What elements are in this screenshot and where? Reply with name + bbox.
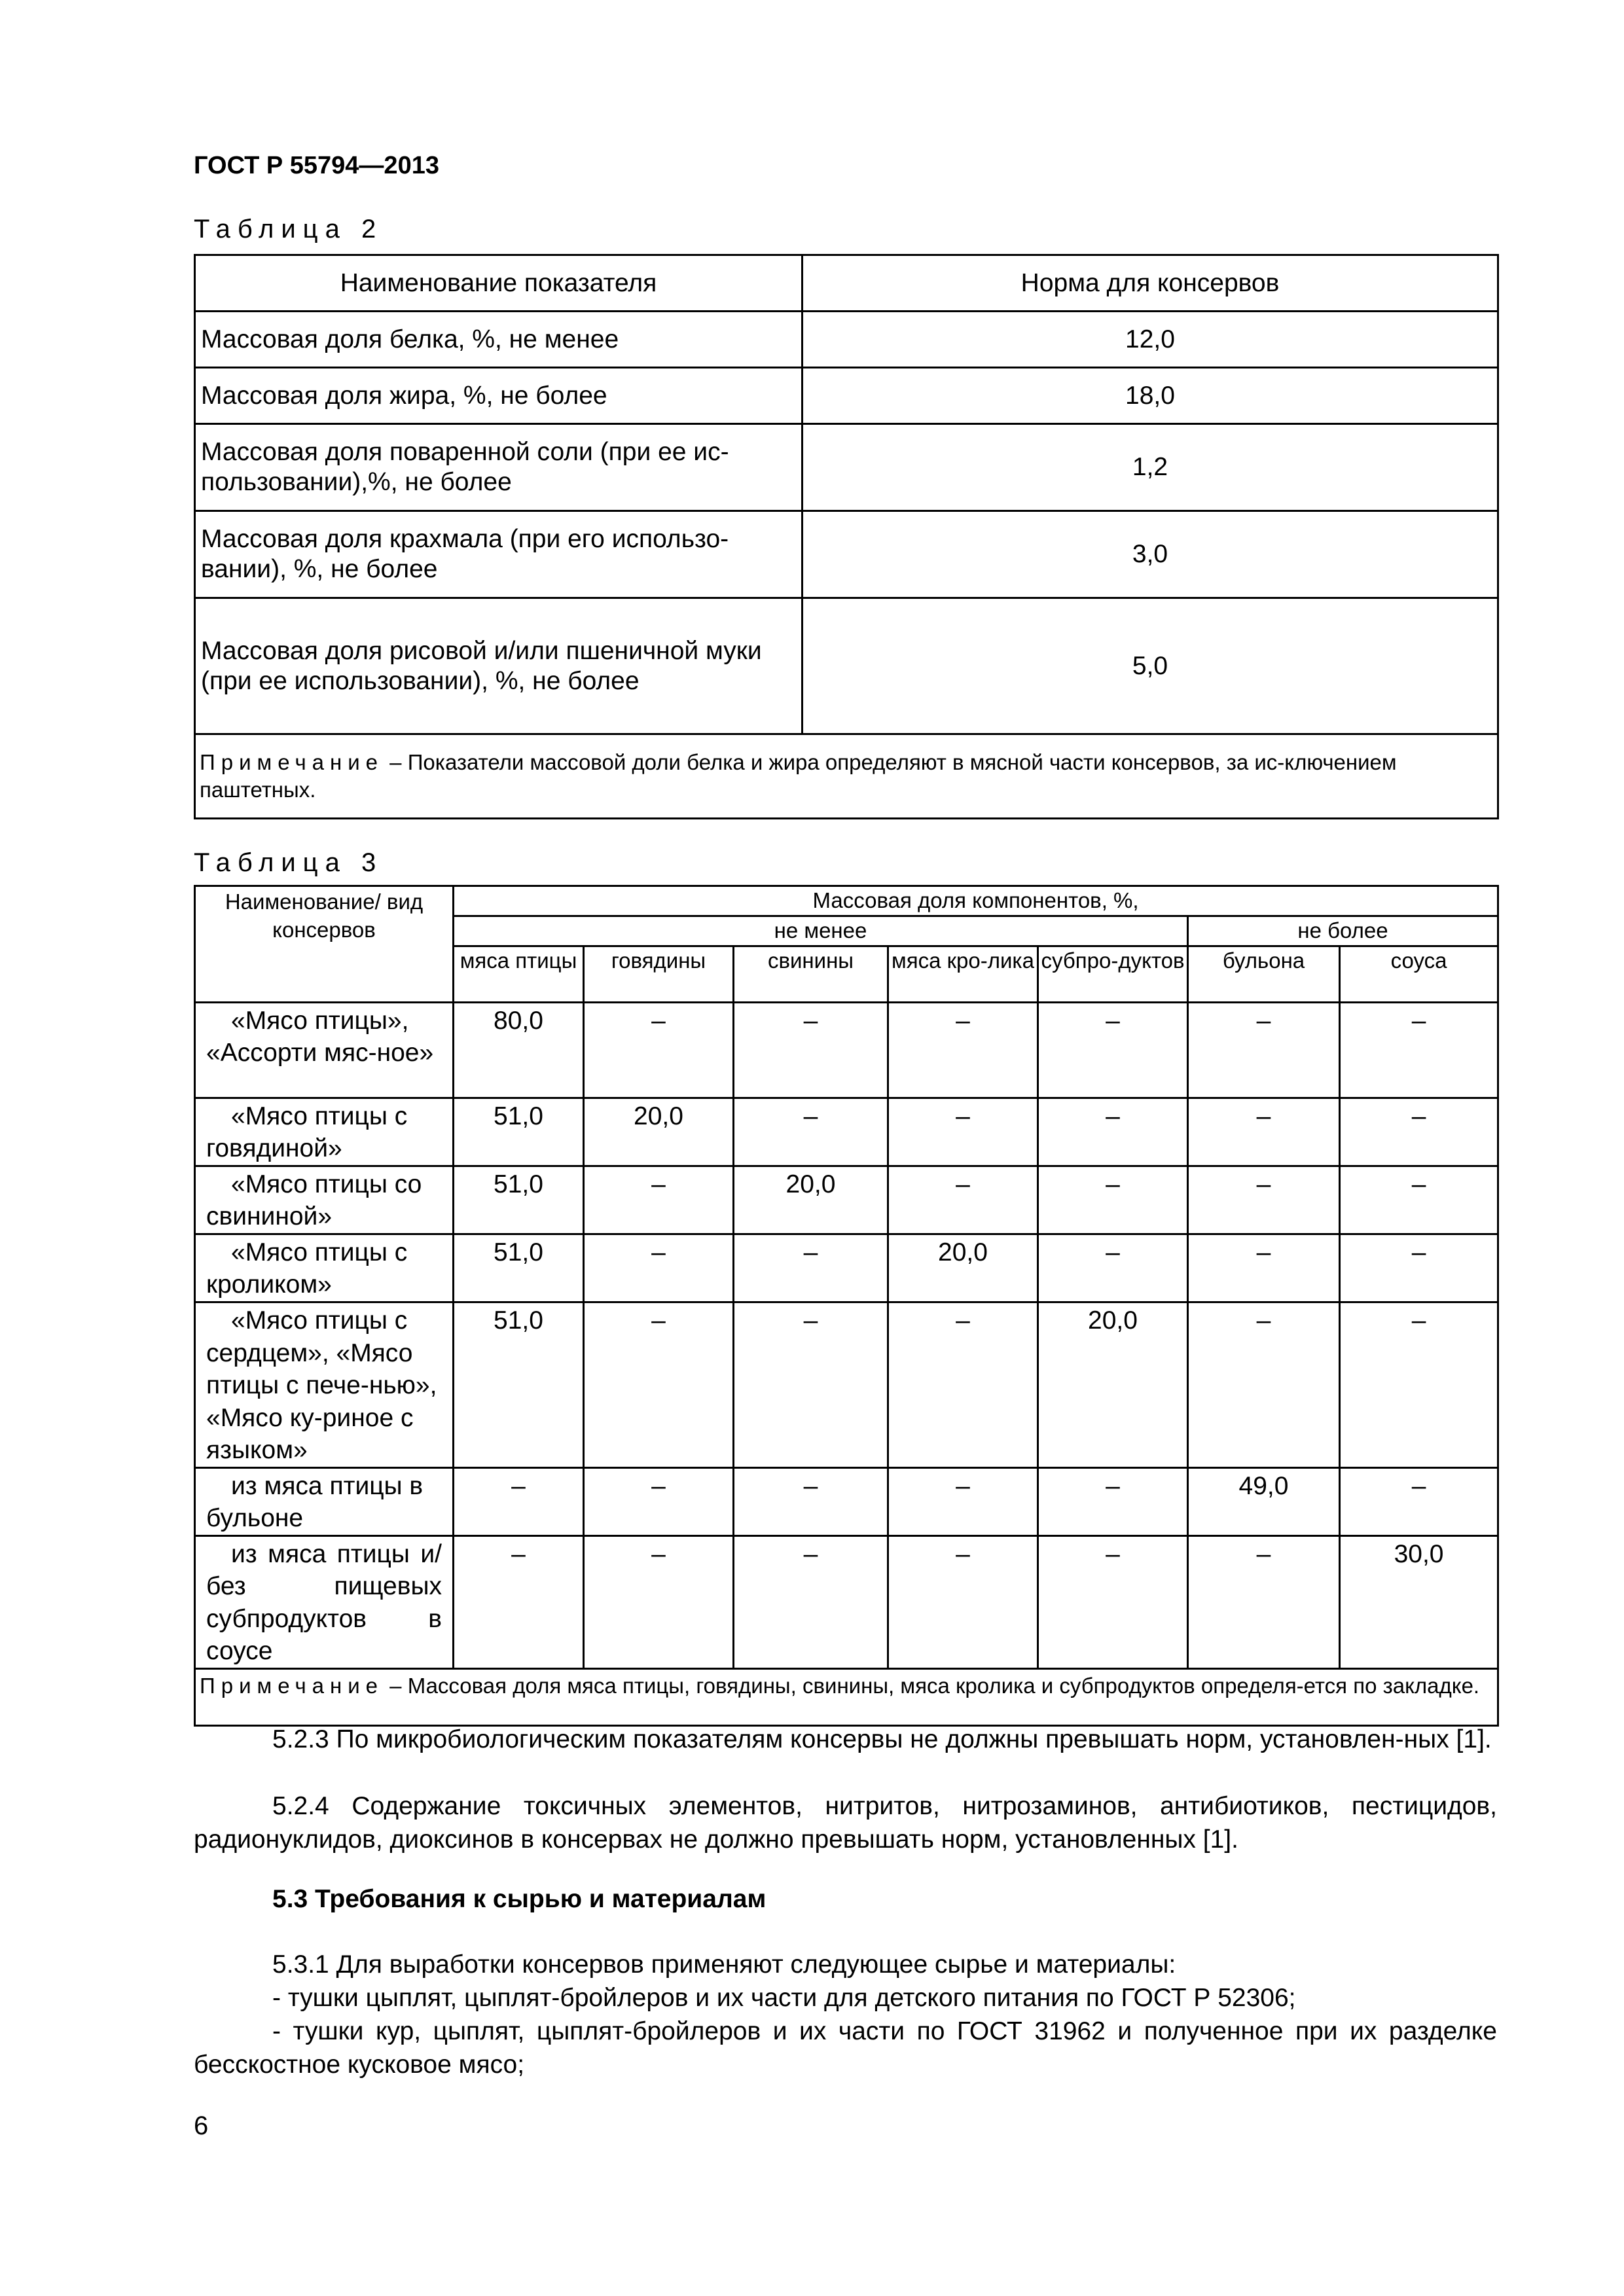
t3-note-label: Примечание [200,1673,384,1698]
table-row [195,1002,1498,1098]
t3-cell: – [584,1002,734,1098]
t2-row-name: Массовая доля белка, %, не менее [195,312,803,368]
t3-row-name: из мяса птицы в бульоне [195,1467,454,1535]
t3-cell: – [888,1535,1038,1668]
t3-subgroup-max: не более [1188,916,1498,946]
table-row [195,511,1498,598]
table-row [195,312,1498,368]
t3-cell: – [1340,1098,1498,1166]
t3-group-header: Массовая доля компонентов, %, [454,886,1498,916]
page-number: 6 [194,2111,209,2140]
t3-cell: – [888,1467,1038,1535]
t2-note-label: Примечание [200,750,384,775]
table-row [195,424,1498,511]
t3-cell: – [1188,1166,1340,1234]
t3-cell: – [584,1535,734,1668]
t3-cell: – [734,1535,888,1668]
table-row [195,1535,1498,1668]
t3-cell: – [734,1302,888,1467]
t3-cell: 20,0 [584,1098,734,1166]
t3-cell: – [1038,1098,1188,1166]
table-row [195,368,1498,424]
paragraph-5-2-4: 5.2.4 Содержание токсичных элементов, нитритов, нитрозаминов, антибиотиков, пестицидов, радионуклидов, диоксинов в консервах не должно превышать норм, установленных [1]. [194,1792,1497,1854]
t3-cell: – [888,1098,1038,1166]
t3-cell: 20,0 [1038,1302,1188,1467]
t2-row-name: Массовая доля жира, %, не более [195,368,803,424]
t3-col-header: говядины [584,946,734,1002]
t3-note-text: – Массовая доля мяса птицы, говядины, свинины, мяса кролика и субпродуктов определя-ется по закладке. [384,1673,1480,1698]
t3-cell: – [1188,1535,1340,1668]
t3-cell: – [1038,1234,1188,1302]
t3-col-header: мяса кро-лика [888,946,1038,1002]
t3-cell: – [1340,1302,1498,1467]
section-heading-5-3: 5.3 Требования к сырью и материалам [272,1885,767,1913]
t2-note [195,734,1498,819]
table-row [195,1166,1498,1234]
t3-note [195,1668,1498,1725]
t3-cell: 51,0 [454,1166,584,1234]
t3-row-name: «Мясо птицы», «Ассорти мяс-ное» [195,1002,454,1098]
t3-cell: 30,0 [1340,1535,1498,1668]
table-row [195,1234,1498,1302]
t3-col-header: свинины [734,946,888,1002]
t3-col-header: субпро-дуктов [1038,946,1188,1002]
t3-cell: – [734,1234,888,1302]
t3-row-name: «Мясо птицы с кроликом» [195,1234,454,1302]
t2-row-value: 18,0 [803,368,1498,424]
t3-cell: 20,0 [888,1234,1038,1302]
t3-cell: – [1340,1002,1498,1098]
t3-cell: – [1038,1002,1188,1098]
t3-cell: – [454,1535,584,1668]
t3-corner-header: Наименование/ вид консервов [195,886,454,1003]
t3-cell: – [584,1166,734,1234]
table-row [195,1467,1498,1535]
section-5-3-1 [194,1948,1497,2081]
t3-cell: – [888,1302,1038,1467]
t3-cell: – [1188,1234,1340,1302]
t3-cell: – [734,1467,888,1535]
t3-cell: – [1038,1535,1188,1668]
document-header: ГОСТ Р 55794—2013 [194,152,439,179]
t2-row-name: Массовая доля поваренной соли (при ее ис-пользовании),%, не более [195,424,803,511]
t2-row-name: Массовая доля рисовой и/или пшеничной муки (при ее использовании), %, не более [195,598,803,734]
t2-header-indicator: Наименование показателя [195,255,803,312]
t3-row-name: «Мясо птицы с говядиной» [195,1098,454,1166]
t2-row-value: 3,0 [803,511,1498,598]
t3-cell: 80,0 [454,1002,584,1098]
t2-row-name: Массовая доля крахмала (при его использо-вании), %, не более [195,511,803,598]
table3-caption: Таблица 3 [194,848,384,877]
paragraph-5-3-1: 5.3.1 Для выработки консервов применяют следующее сырье и материалы: [272,1950,1176,1979]
t3-row-name: из мяса птицы и/без пищевых субпродуктов в соусе [195,1535,454,1668]
t3-cell: – [454,1467,584,1535]
list-item: - тушки цыплят, цыплят-бройлеров и их части для детского питания по ГОСТ Р 52306; [272,1984,1296,2012]
t3-col-header: бульона [1188,946,1340,1002]
list-item: - тушки кур, цыплят, цыплят-бройлеров и их части по ГОСТ 31962 и полученное при их разделке бесскостное кусковое мясо; [194,2017,1497,2079]
t3-row-name: «Мясо птицы со свининой» [195,1166,454,1234]
table-3 [194,885,1499,1727]
t2-row-value: 5,0 [803,598,1498,734]
t3-cell: – [1038,1467,1188,1535]
t3-cell: – [584,1302,734,1467]
t2-row-value: 1,2 [803,424,1498,511]
t3-cell: – [888,1166,1038,1234]
t3-cell: – [888,1002,1038,1098]
table-2 [194,254,1499,819]
t2-note-text: – Показатели массовой доли белка и жира определяют в мясной части консервов, за ис-ключением паштетных. [200,750,1397,802]
table2-caption: Таблица 2 [194,215,384,243]
t2-header-norm: Норма для консервов [803,255,1498,312]
t3-cell: 51,0 [454,1098,584,1166]
t3-row-name: «Мясо птицы с сердцем», «Мясо птицы с пече-нью», «Мясо ку-риное с языком» [195,1302,454,1467]
t3-cell: – [1188,1002,1340,1098]
paragraph-5-2-3: 5.2.3 По микробиологическим показателям консервы не должны превышать норм, установлен-ных [1]. [272,1725,1492,1753]
t3-cell: 51,0 [454,1234,584,1302]
table-row [195,1098,1498,1166]
t3-cell: 49,0 [1188,1467,1340,1535]
t3-col-header: соуса [1340,946,1498,1002]
t3-cell: – [734,1002,888,1098]
t3-cell: – [1038,1166,1188,1234]
t3-cell: – [1188,1098,1340,1166]
t3-subgroup-min: не менее [454,916,1188,946]
t3-cell: – [584,1234,734,1302]
t3-col-header: мяса птицы [454,946,584,1002]
t3-cell: – [1188,1302,1340,1467]
t3-cell: – [1340,1166,1498,1234]
t3-cell: – [734,1098,888,1166]
t3-cell: 20,0 [734,1166,888,1234]
t3-cell: 51,0 [454,1302,584,1467]
t3-cell: – [584,1467,734,1535]
t3-cell: – [1340,1467,1498,1535]
t3-cell: – [1340,1234,1498,1302]
t2-row-value: 12,0 [803,312,1498,368]
table-row [195,1302,1498,1467]
table-row [195,598,1498,734]
